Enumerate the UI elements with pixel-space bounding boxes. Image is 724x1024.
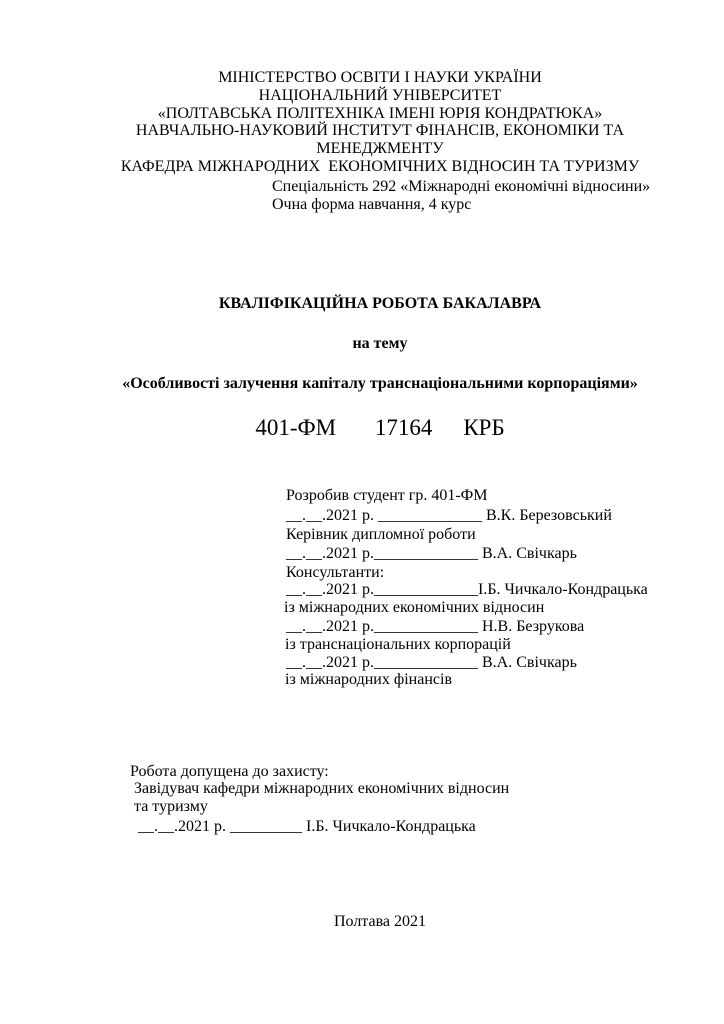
signature-line: Розробив студент гр. 401-ФМ (286, 487, 488, 504)
signature-line: Керівник дипломної роботи (286, 526, 476, 543)
signature-line: Консультанти: (286, 564, 385, 581)
approval-line: Робота допущена до захисту: (130, 763, 329, 780)
city-year-footer: Полтава 2021 (333, 913, 427, 930)
study-form-line: Очна форма навчання, 4 курс (272, 196, 472, 213)
specialty-line: Спеціальність 292 «Міжнародні економічні відносини» (272, 178, 651, 195)
approval-line: та туризму (130, 798, 208, 815)
university-line: НАЦІОНАЛЬНИЙ УНІВЕРСИТЕТ (258, 87, 502, 104)
signature-line: __.__.2021 р._____________ Н.В. Безрукова (286, 618, 585, 635)
department-line: КАФЕДРА МІЖНАРОДНИХ ЕКОНОМІЧНИХ ВІДНОСИН ТА ТУРИЗМУ (120, 158, 640, 175)
signature-line: із міжнародних фінансів (285, 671, 452, 688)
signature-line: __.__.2021 р._____________І.Б. Чичкало-Кондрацька (286, 581, 648, 598)
signature-line: __.__.2021 р._____________ В.А. Свічкарь (286, 654, 577, 671)
university-name-line: «ПОЛТАВСЬКА ПОЛІТЕХНІКА ІМЕНІ ЮРІЯ КОНДРАТЮКА» (157, 105, 603, 122)
topic-title: «Особливості залучення капіталу транснаціональними корпораціями» (122, 375, 638, 392)
approval-line: __.__.2021 р. _________ І.Б. Чичкало-Кондрацька (130, 818, 476, 835)
signature-line: із міжнародних економічних відносин (284, 599, 545, 616)
approval-line: Завідувач кафедри міжнародних економічних відносин (130, 780, 510, 797)
signature-line: __.__.2021 р._____________ В.А. Свічкарь (286, 545, 577, 562)
signature-line: із транснаціональних корпорацій (285, 636, 511, 653)
work-type-title: КВАЛІФІКАЦІЙНА РОБОТА БАКАЛАВРА (218, 295, 542, 312)
ministry-line: МІНІСТЕРСТВО ОСВІТИ І НАУКИ УКРАЇНИ (218, 69, 542, 86)
signature-line: __.__.2021 р. _____________ В.К. Березовський (286, 507, 612, 524)
on-topic-label: на тему (352, 335, 408, 352)
institute-line-cont: МЕНЕДЖМЕНТУ (316, 140, 444, 157)
institute-line: НАВЧАЛЬНО-НАУКОВИЙ ІНСТИТУТ ФІНАНСІВ, ЕКОНОМІКИ ТА (135, 122, 625, 139)
document-code: 401-ФМ 17164 КРБ (255, 415, 505, 440)
